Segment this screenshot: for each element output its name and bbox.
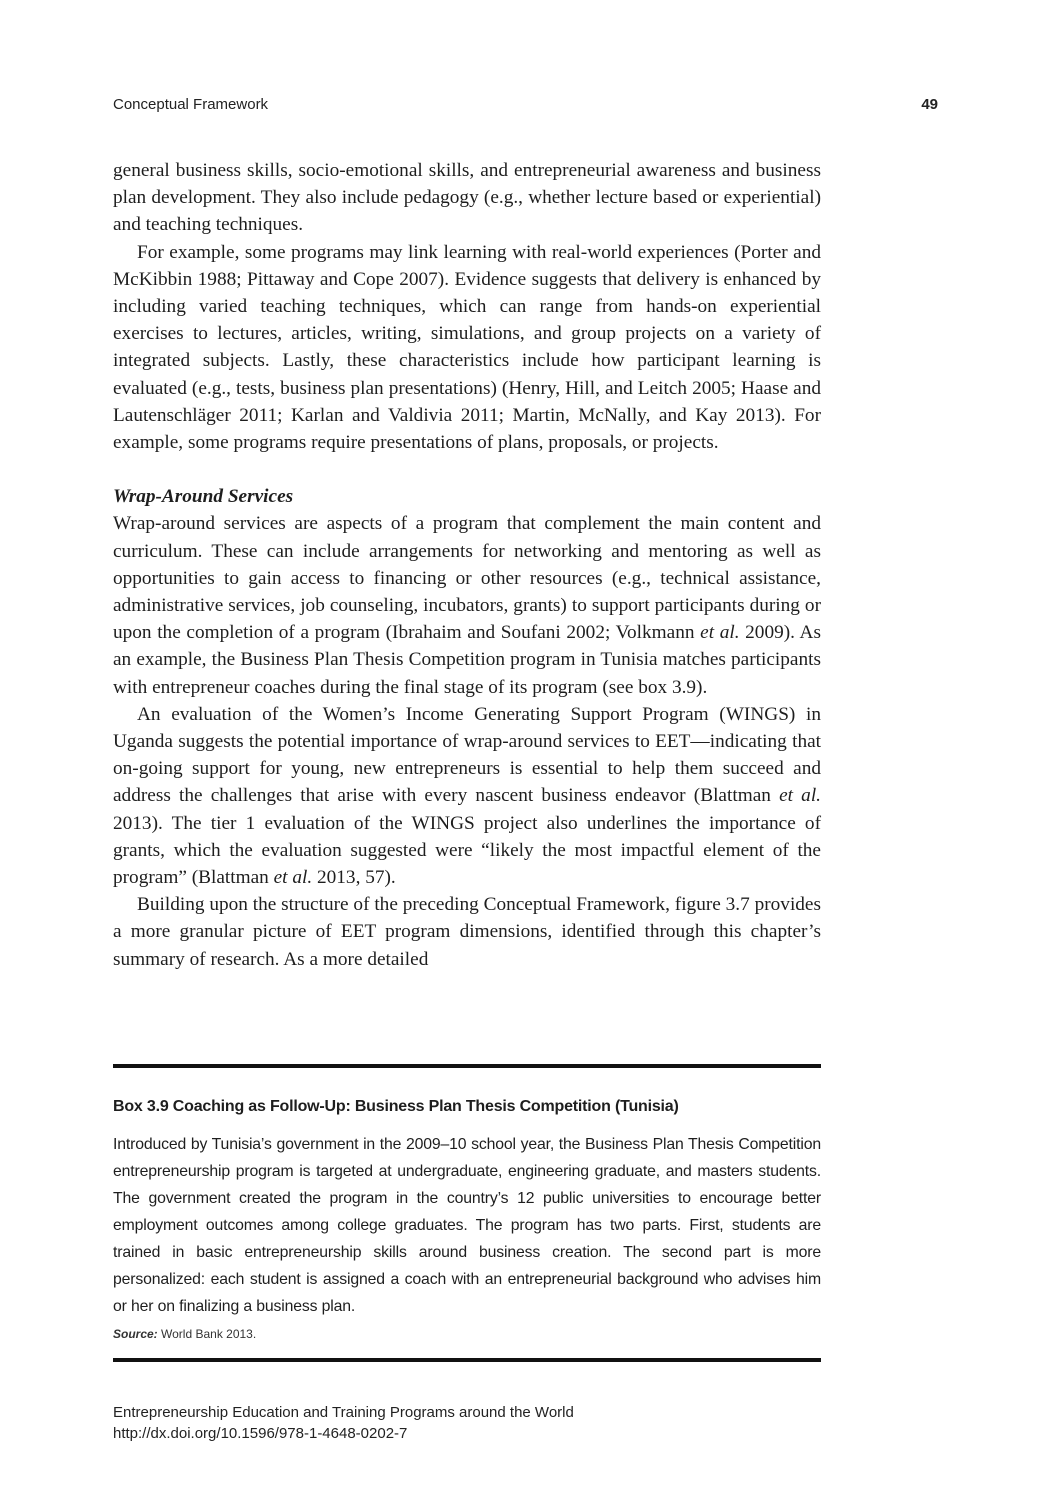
running-header	[113, 96, 938, 118]
paragraph: general business skills, socio-emotional skills, and entrepreneurial awareness and business plan development. They also include pedagogy (e.g., whether lecture based or experiential) and teaching techniques.	[113, 160, 821, 236]
box-text: Introduced by Tunisia’s government in the 2009–10 school year, the Business Plan Thesis Competition entrepreneurship program is targeted at undergraduate, engineering graduate, and masters students. The government created the program in the country’s 12 public universities to encourage better employment outcomes among college graduates. The program has two parts. First, students are trained in basic entrepreneurship skills around business creation. The second part is more personalized: each student is assigned a coach with an entrepreneurial background who advises him or her on finalizing a business plan.	[113, 1136, 821, 1315]
box-bottom-rule	[113, 1358, 821, 1362]
sidebar-box	[113, 1064, 821, 1362]
box-top-rule	[113, 1064, 821, 1068]
box-source	[113, 1327, 821, 1341]
source-text: World Bank 2013.	[157, 1327, 257, 1341]
paragraph: Building upon the structure of the preceding Conceptual Framework, figure 3.7 provides a more granular picture of EET program dimensions, identified through this chapter’s summary of research. As a more detailed	[113, 894, 821, 970]
text-run: 2013, 57).	[312, 867, 396, 889]
paragraph	[113, 701, 821, 891]
doi-link[interactable]: http://dx.doi.org/10.1596/978-1-4648-0202-7	[113, 1425, 408, 1442]
book-title: Entrepreneurship Education and Training Programs around the World	[113, 1404, 574, 1421]
text-run: Wrap-around services are aspects of a program that complement the main content and curriculum. These can include arrangements for networking and mentoring as well as opportunities to gain access to financing or other resources (e.g., technical assistance, administrative services, job counseling, incubators, grants) to support participants during or upon the completion of a program (Ibrahaim and Soufani 2002; Volkmann	[113, 513, 821, 644]
section-title: Conceptual Framework	[113, 96, 269, 113]
italic-text: et al.	[273, 867, 313, 889]
page-footer	[113, 1402, 821, 1444]
source-label: Source:	[113, 1327, 158, 1341]
text-run: An evaluation of the Women’s Income Generating Support Program (WINGS) in Uganda suggests the potential importance of wrap-around services to EET—indicating that on-going support for young, new entrepreneurs is essential to help them succeed and address the challenges that arise with every nascent business endeavor (Blattman	[113, 703, 821, 807]
page-number: 49	[921, 96, 938, 113]
text-run: 2013). The tier 1 evaluation of the WINGS project also underlines the importance of grants, which the evaluation suggested were “likely the most impactful element of the program” (Blattman	[113, 812, 821, 889]
paragraph	[113, 510, 821, 700]
box-title: Box 3.9 Coaching as Follow-Up: Business Plan Thesis Competition (Tunisia)	[113, 1098, 679, 1115]
italic-text: et al.	[700, 622, 740, 644]
italic-text: et al.	[779, 785, 821, 807]
text-run: 2009). As an example, the Business Plan Thesis Competition program in Tunisia matches participants with entrepreneur coaches during the final stage of its program (see box 3.9).	[113, 622, 821, 698]
paragraph: For example, some programs may link learning with real-world experiences (Porter and McKibbin 1988; Pittaway and Cope 2007). Evidence suggests that delivery is enhanced by including varied teaching techniques, which can range from hands-on experiential exercises to lectures, articles, writing, simulations, and group projects on a variety of integrated subjects. Lastly, these characteristics include how participant learning is evaluated (e.g., tests, business plan presentations) (Henry, Hill, and Leitch 2005; Haase and Lautenschläger 2011; Karlan and Valdivia 2011; Martin, McNally, and Kay 2013). For example, some programs require presentations of plans, proposals, or projects.	[113, 241, 821, 454]
section-heading: Wrap-Around Services	[113, 486, 294, 508]
main-text	[113, 157, 821, 973]
